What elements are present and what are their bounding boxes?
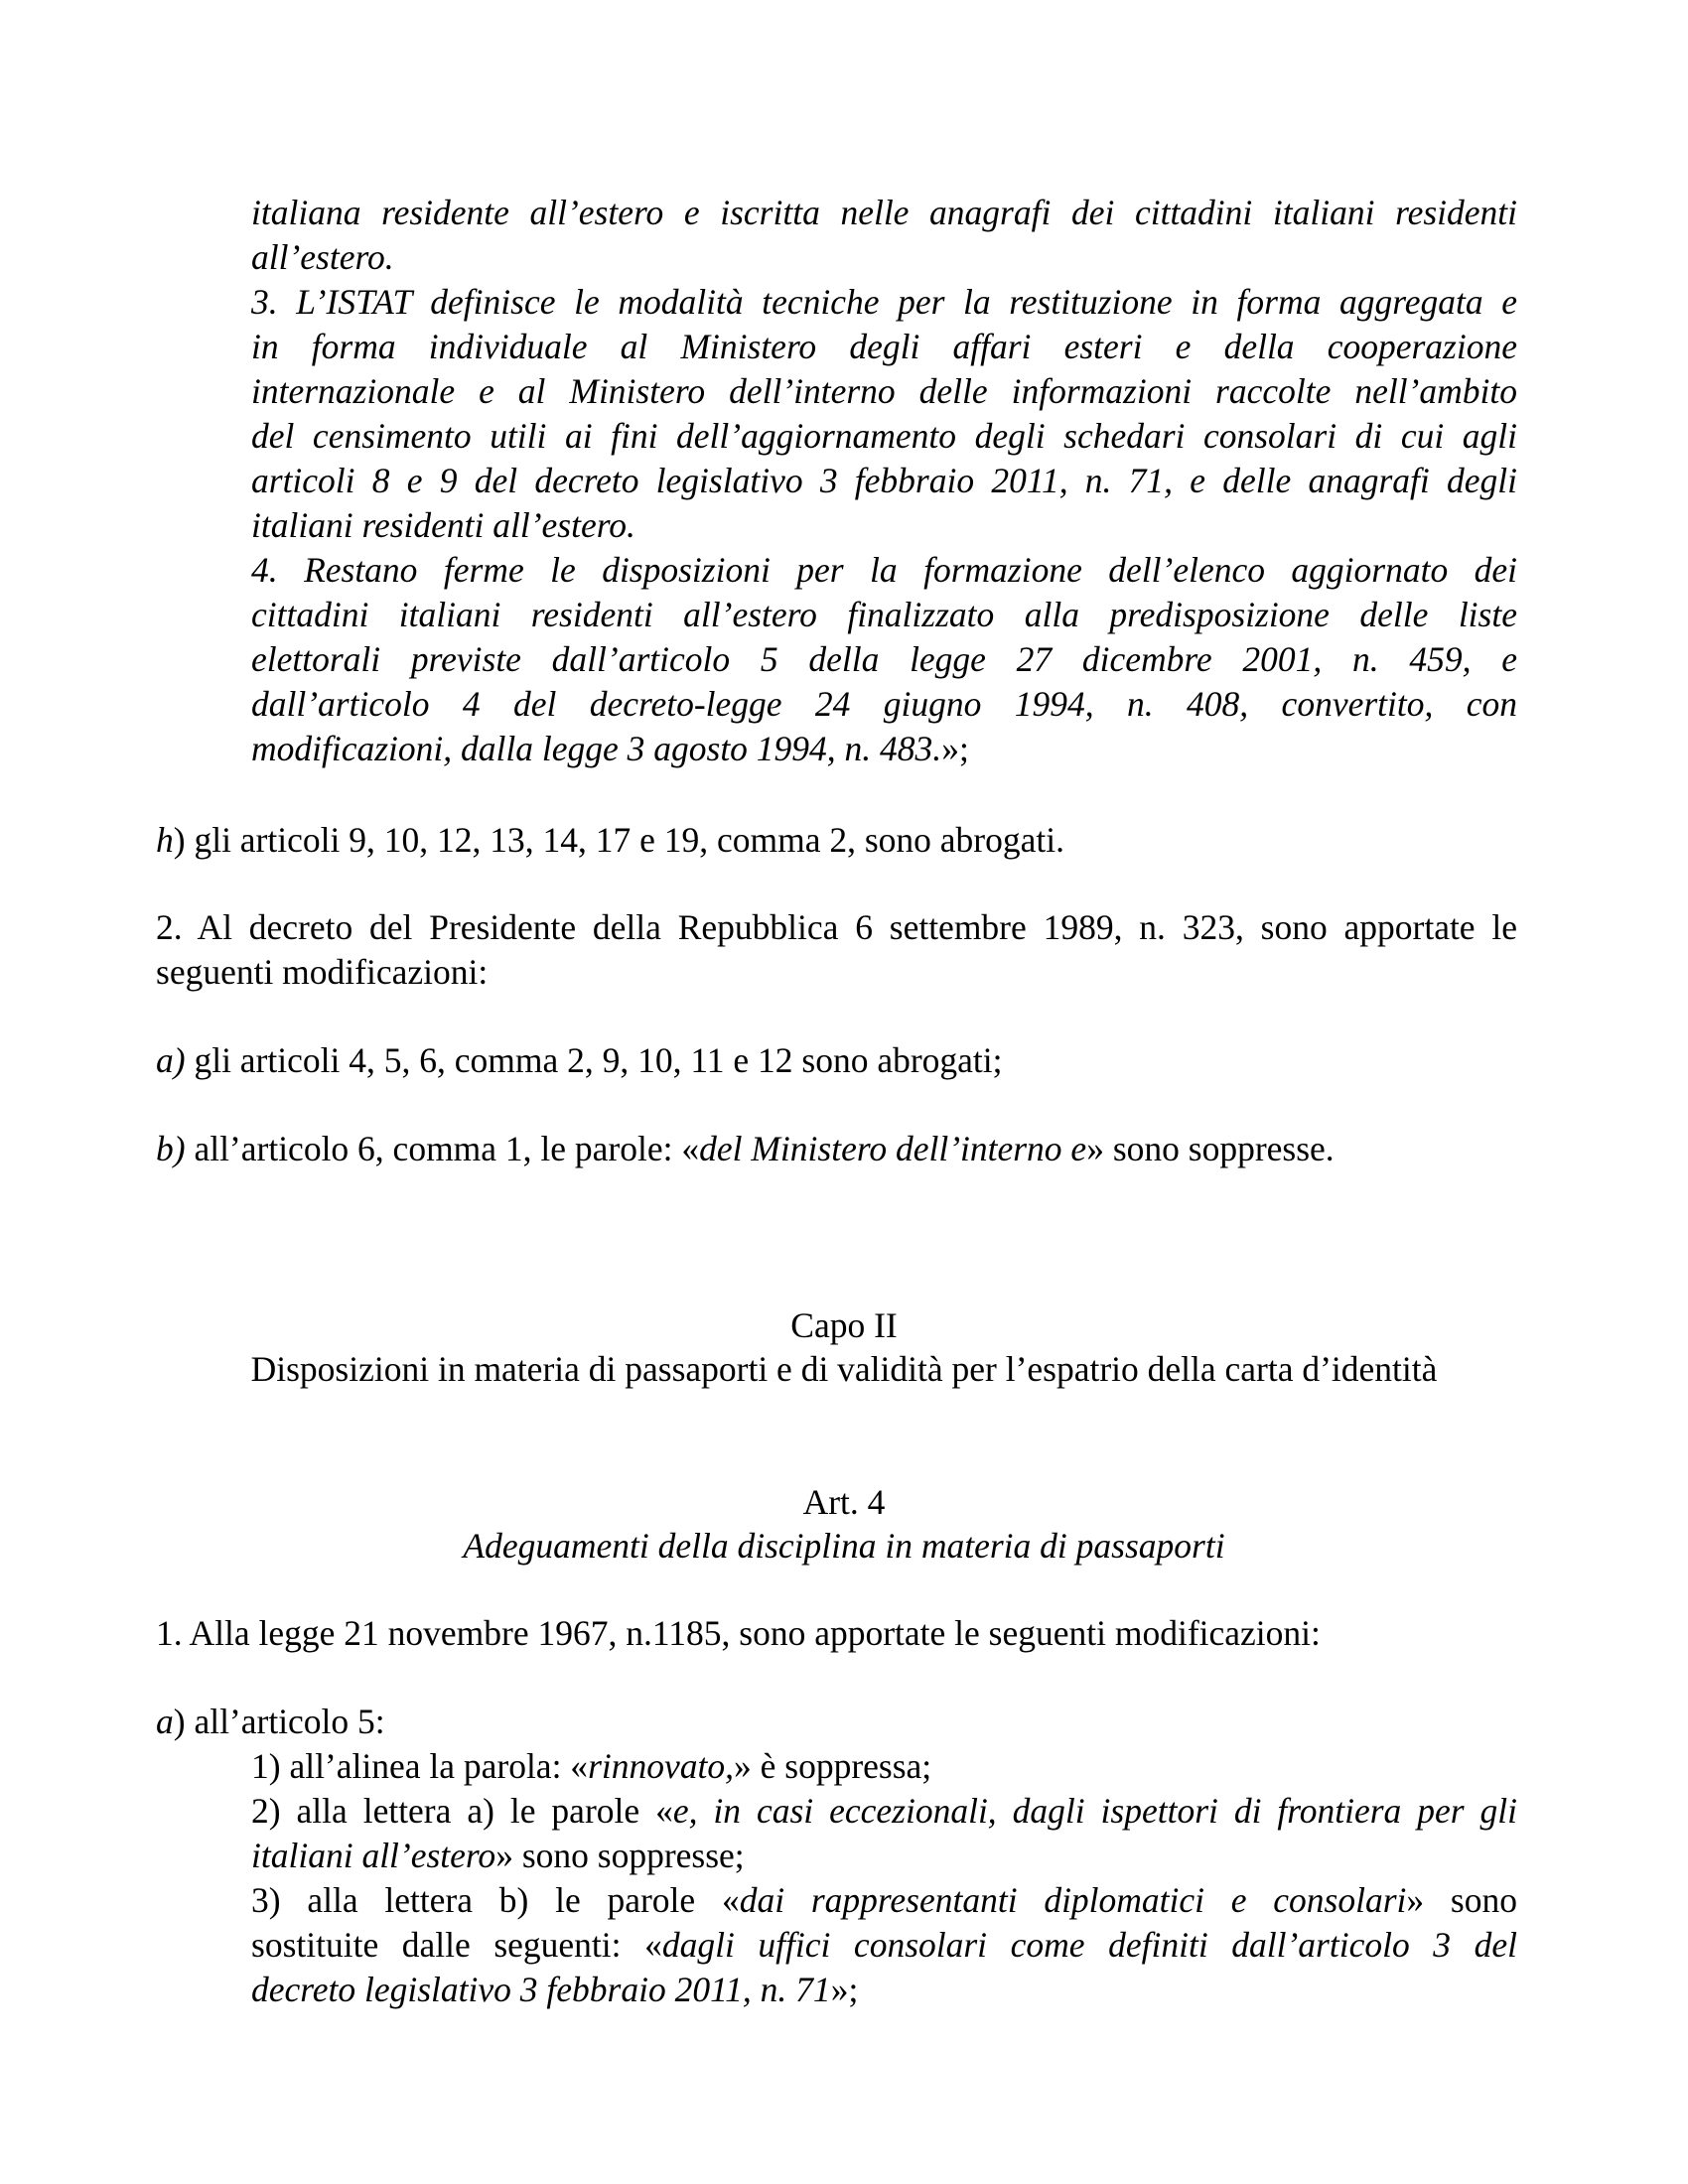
article-heading: Art. 4 xyxy=(802,1482,886,1522)
item-text-post: » sono soppresse. xyxy=(1086,1129,1335,1168)
text-line: italiana residente all’estero e iscritta nelle anagrafi dei cittadini italiani residenti xyxy=(251,193,1517,232)
item-text-pre: all’articolo 6, comma 1, le parole: « xyxy=(185,1129,700,1168)
item-a-articolo-5 xyxy=(156,1700,1517,1744)
quoted-last-line: modificazioni, dalla legge 3 agosto 1994, n. 483. xyxy=(251,729,942,768)
sub-item-2-line-1: 2) alla lettera a) le parole «e, in casi eccezionali, dagli ispettori di frontiera per gli xyxy=(251,1791,1518,1831)
quoted-block xyxy=(251,191,1517,771)
text-line: dall’articolo 4 del decreto-legge 24 giugno 1994, n. 408, convertito, con xyxy=(251,684,1517,724)
capo-heading: Capo II xyxy=(790,1305,898,1345)
quoted-words: del Ministero dell’interno e xyxy=(699,1129,1087,1168)
capo-title: Disposizioni in materia di passaporti e di validità per l’espatrio della carta d’identità xyxy=(250,1349,1438,1389)
text-line: 4. Restano ferme le disposizioni per la formazione dell’elenco aggiornato dei xyxy=(251,550,1517,590)
item-b xyxy=(156,1127,1517,1171)
quoted-words: rinnovato, xyxy=(588,1746,734,1786)
item-letter: a) xyxy=(156,1040,186,1080)
text-line: articoli 8 e 9 del decreto legislativo 3 febbraio 2011, n. 71, e delle anagrafi degli xyxy=(251,461,1517,500)
item-letter: a xyxy=(156,1702,174,1741)
sub-item-1: 1) all’alinea la parola: «rinnovato,» è soppressa; xyxy=(251,1746,932,1786)
article-title: Adeguamenti della disciplina in materia di passaporti xyxy=(463,1526,1225,1566)
sub-items xyxy=(251,1744,1517,2012)
text-line: elettorali previste dall’articolo 5 della legge 27 dicembre 2001, n. 459, e xyxy=(251,639,1517,679)
quoted-words: dai rappresentanti diplomatici e consolari xyxy=(739,1880,1407,1920)
text-line: del censimento utili ai fini dell’aggiornamento degli schedari consolari di cui agli xyxy=(251,416,1517,456)
sub-item-3-line-1: 3) alla lettera b) le parole «dai rappresentanti diplomatici e consolari» sono xyxy=(251,1880,1517,1920)
text-line: 2. Al decreto del Presidente della Repubblica 6 settembre 1989, n. 323, sono apportate le xyxy=(156,907,1517,947)
item-text: gli articoli 9, 10, 12, 13, 14, 17 e 19, comma 2, sono abrogati. xyxy=(185,820,1064,860)
text-line: seguenti modificazioni: xyxy=(156,952,489,992)
item-text: gli articoli 4, 5, 6, comma 2, 9, 10, 11 e 12 sono abrogati; xyxy=(185,1040,1003,1080)
quoted-words: italiani all’estero xyxy=(251,1836,496,1875)
paragraph-2 xyxy=(156,905,1517,995)
quoted-words: dagli uffici consolari come definiti dall’articolo 3 del xyxy=(661,1925,1517,1965)
text-line: 1. Alla legge 21 novembre 1967, n.1185, sono apportate le seguenti modificazioni: xyxy=(156,1613,1321,1653)
paragraph-1 xyxy=(156,1611,1517,1656)
text-line: internazionale e al Ministero dell’interno delle informazioni raccolte nell’ambito xyxy=(251,371,1517,411)
item-letter: b) xyxy=(156,1129,186,1168)
sub-item-3-line-2: sostituite dalle seguenti: «dagli uffici consolari come definiti dall’articolo 3 del xyxy=(251,1925,1517,1965)
sub-item-2-line-2: italiani all’estero» sono soppresse; xyxy=(251,1836,745,1875)
quoted-words: decreto legislativo 3 febbraio 2011, n. 71 xyxy=(251,1970,831,2009)
item-letter: h xyxy=(156,820,174,860)
quoted-words: e, in casi eccezionali, dagli ispettori di frontiera per gli xyxy=(672,1791,1518,1831)
item-a xyxy=(156,1038,1517,1083)
text-line xyxy=(251,727,1517,771)
text-line: 3. L’ISTAT definisce le modalità tecniche per la restituzione in forma aggregata e xyxy=(251,282,1517,322)
sub-item-3-line-3: decreto legislativo 3 febbraio 2011, n. 71»; xyxy=(251,1970,859,2009)
closing-quote: »; xyxy=(941,729,969,768)
item-h xyxy=(156,818,1517,863)
item-text: ) all’articolo 5: xyxy=(173,1702,385,1741)
text-line: in forma individuale al Ministero degli affari esteri e della cooperazione xyxy=(251,327,1517,366)
text-line: all’estero. xyxy=(251,237,394,277)
item-paren: ) xyxy=(173,820,186,860)
text-line: italiani residenti all’estero. xyxy=(251,505,635,545)
text-line: cittadini italiani residenti all’estero finalizzato alla predisposizione delle liste xyxy=(251,595,1517,634)
